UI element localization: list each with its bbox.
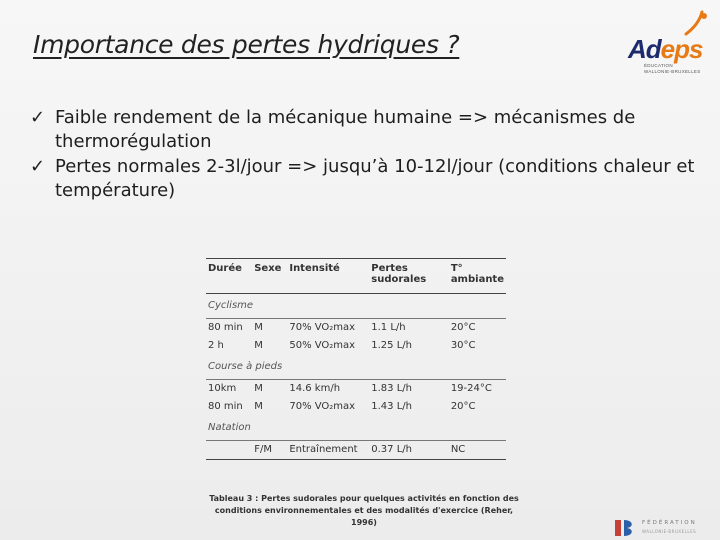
bullet-item [30, 155, 700, 203]
logo-subtitle-line1: ÉDUCATION [644, 63, 673, 68]
check-icon: ✓ [30, 156, 46, 177]
header-pertes: Pertes sudorales [369, 259, 449, 294]
cell: 1.25 L/h [371, 340, 412, 351]
header-sexe: Sexe [252, 259, 287, 294]
cell: 14.6 km/h [289, 383, 341, 394]
bullet-item [30, 106, 700, 154]
section-row [206, 416, 506, 441]
federation-mark-icon [612, 516, 638, 540]
logo-wordmark-part-b: eps [660, 34, 703, 64]
cell: 1.1 L/h [371, 322, 406, 333]
logo-subtitle [644, 63, 701, 75]
slide-title: Importance des pertes hydriques ? [33, 30, 460, 59]
table-row [206, 319, 506, 338]
check-icon: ✓ [30, 107, 46, 128]
section-label: Cyclisme [206, 294, 506, 319]
logo-wordmark-part-a: Ad [628, 34, 661, 64]
cell: 70% VO₂max [289, 401, 356, 412]
cell [206, 441, 252, 460]
cell: 1.83 L/h [371, 383, 412, 394]
table-row [206, 441, 506, 460]
cell: 80 min [208, 401, 243, 412]
cell: M [254, 401, 263, 412]
adeps-logo [620, 8, 714, 72]
table-row [206, 398, 506, 416]
federation-sub: WALLONIE-BRUXELLES [642, 529, 697, 534]
cell: 80 min [208, 322, 243, 333]
cell: 70% VO₂max [289, 322, 356, 333]
cell: 19-24°C [450, 383, 492, 394]
table-header-row [206, 259, 506, 294]
table-row [206, 380, 506, 399]
cell: 10km [208, 383, 237, 394]
cell: M [254, 383, 263, 394]
cell: Entraînement [287, 441, 369, 460]
header-temperature: T° ambiante [449, 259, 506, 294]
bullet-text: Faible rendement de la mécanique humaine => mécanismes de thermorégulation [55, 107, 636, 152]
logo-wordmark [628, 34, 702, 65]
logo-subtitle-line2: WALLONIE-BRUXELLES [644, 69, 701, 74]
cell: F/M [252, 441, 287, 460]
cell: NC [449, 441, 506, 460]
table-caption: Tableau 3 : Pertes sudorales pour quelques activités en fonction des conditions environnementales et des modalités d'exercice (Reher, 1996) [209, 494, 519, 527]
cell: 0.37 L/h [369, 441, 449, 460]
section-label: Natation [206, 416, 506, 441]
sweat-loss-table [206, 258, 506, 460]
federation-word: FÉDÉRATION [642, 520, 697, 526]
section-row [206, 355, 506, 380]
cell: M [254, 340, 263, 351]
section-label: Course à pieds [206, 355, 506, 380]
cell: M [254, 322, 263, 333]
cell: 20°C [450, 322, 476, 333]
cell: 20°C [450, 401, 476, 412]
section-row [206, 294, 506, 319]
cell: 30°C [450, 340, 476, 351]
header-duree: Durée [206, 259, 252, 294]
table-row [206, 337, 506, 355]
bullet-text: Pertes normales 2-3l/jour => jusqu’à 10-12l/jour (conditions chaleur et température) [55, 156, 695, 201]
federation-logo [612, 514, 716, 540]
header-intensite: Intensité [287, 259, 369, 294]
bullet-list [30, 106, 700, 204]
cell: 2 h [208, 340, 224, 351]
cell: 50% VO₂max [289, 340, 356, 351]
cell: 1.43 L/h [371, 401, 412, 412]
